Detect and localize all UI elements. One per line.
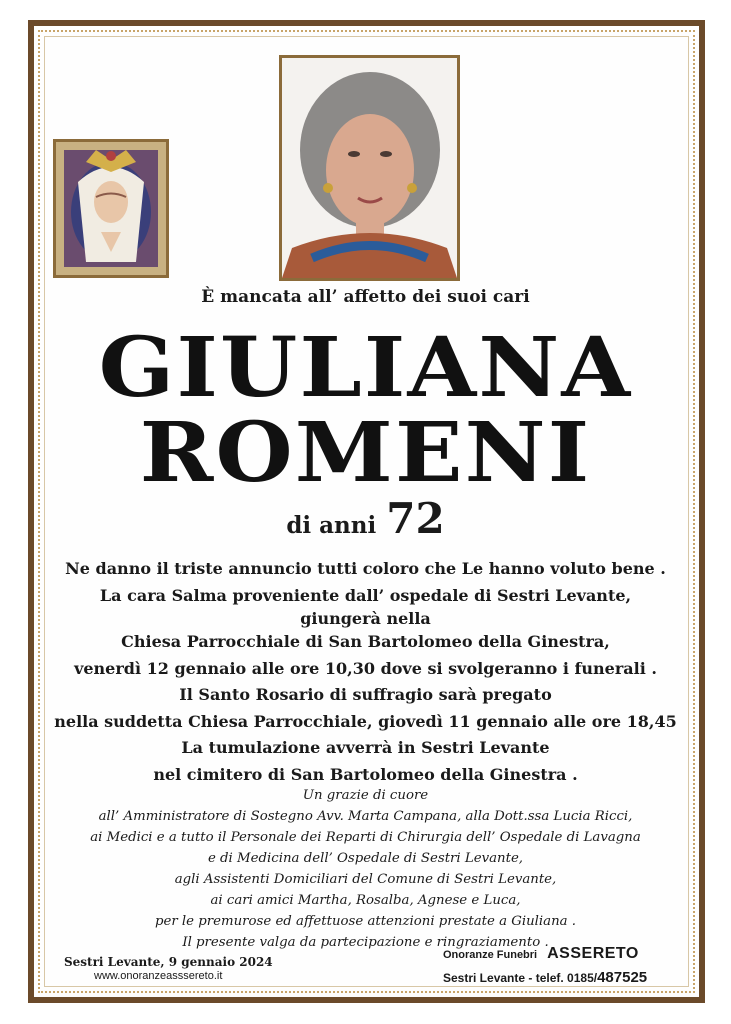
announcement-block — [40, 556, 691, 788]
announcement-line: nel cimitero di San Bartolomeo della Ginestra . — [153, 764, 578, 784]
funeral-brand: ASSERETO — [547, 945, 639, 962]
announcement-line: nella suddetta Chiesa Parrocchiale, giovedì 11 gennaio alle ore 18,45 — [54, 711, 677, 731]
age-line — [40, 494, 691, 543]
contact-prefix: Sestri Levante - telef. 0185/ — [443, 971, 598, 985]
thanks-line: Un grazie di cuore — [302, 788, 429, 803]
thanks-block — [40, 785, 691, 953]
age-label: di anni — [286, 512, 377, 539]
announcement-line: venerdì 12 gennaio alle ore 10,30 dove si svolgeranno i funerali . — [74, 658, 657, 678]
last-name: ROMENI — [139, 405, 592, 501]
thanks-line: ai cari amici Martha, Rosalba, Agnese e Luca, — [210, 893, 521, 908]
first-name: GIULIANA — [98, 320, 633, 416]
portrait-photo — [279, 55, 460, 281]
website-link[interactable]: www.onoranzeasssereto.it — [94, 970, 223, 982]
contact-number: 487525 — [597, 969, 648, 986]
thanks-line: agli Assistenti Domiciliari del Comune di Sestri Levante, — [174, 872, 557, 887]
thanks-line: Il presente valga da partecipazione e ringraziamento . — [182, 935, 549, 950]
madonna-icon — [53, 139, 169, 278]
intro-text: È mancata all’ affetto dei suoi cari — [201, 287, 530, 307]
funeral-label: Onoranze Funebri — [443, 949, 538, 961]
announcement-line: giungerà nella — [300, 609, 431, 628]
announcement-line: Il Santo Rosario di suffragio sarà pregato — [179, 685, 552, 704]
place-date: Sestri Levante, 9 gennaio 2024 — [64, 955, 273, 969]
announcement-line: Chiesa Parrocchiale di San Bartolomeo della Ginestra, — [121, 632, 610, 651]
announcement-line: Ne danno il triste annuncio tutti coloro che Le hanno voluto bene . — [65, 559, 666, 578]
thanks-line: per le premurose ed affettuose attenzioni prestate a Giuliana . — [154, 914, 577, 929]
announcement-line: La cara Salma proveniente dall’ ospedale di Sestri Levante, — [99, 585, 632, 605]
thanks-line: ai Medici e a tutto il Personale dei Reparti di Chirurgia dell’ Ospedale di Lavagna — [90, 830, 641, 845]
thanks-line: e di Medicina dell’ Ospedale di Sestri Levante, — [207, 851, 524, 866]
announcement-line: La tumulazione avverrà in Sestri Levante — [181, 738, 550, 757]
funeral-home-block — [443, 945, 647, 986]
age-value: 72 — [386, 494, 445, 543]
thanks-line: all’ Amministratore di Sostegno Avv. Marta Campana, alla Dott.ssa Lucia Ricci, — [98, 809, 633, 824]
